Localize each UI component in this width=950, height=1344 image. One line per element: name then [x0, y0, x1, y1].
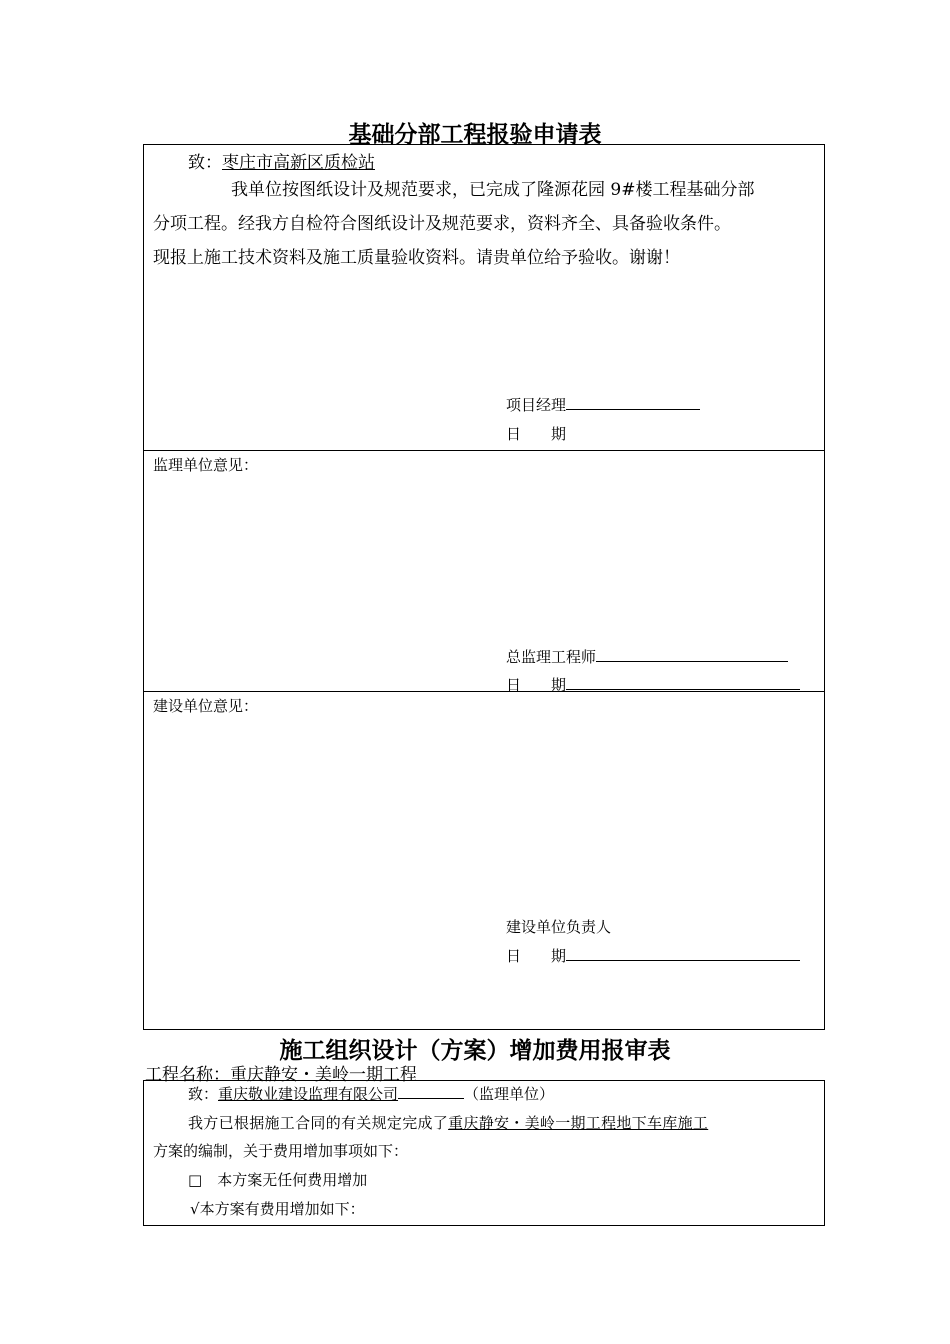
option-has-increase: [190, 1198, 365, 1219]
form1-table: [143, 144, 825, 1030]
form2-to-prefix: 致：: [188, 1085, 219, 1103]
form2-body-project: 重庆静安・美岭一期工程地下车库施工: [448, 1114, 709, 1132]
option-no-increase-text: 本方案无任何费用增加: [217, 1171, 368, 1189]
form1-date-3: [506, 945, 800, 966]
form1-to-name: 枣庄市高新区质检站: [222, 153, 375, 173]
date-label-1: 日 期: [506, 425, 567, 443]
project-name-value: 重庆静安・美岭一期工程: [230, 1065, 417, 1085]
project-name-label: 工程名称：: [145, 1065, 230, 1085]
form1-date-2: [506, 674, 800, 695]
chief-engineer-label: 总监理工程师: [506, 648, 597, 666]
date-line-3: [566, 946, 800, 961]
checkmark-icon: √: [190, 1200, 200, 1218]
option-has-increase-text: 本方案有费用增加如下：: [199, 1200, 365, 1218]
date-label-3: 日 期: [506, 947, 567, 965]
form1-body-line1: 我单位按图纸设计及规范要求，已完成了隆源花园 9#楼工程基础分部: [231, 180, 755, 200]
supervision-opinion-label: 监理单位意见：: [153, 456, 259, 474]
form1-to-prefix: 致：: [188, 153, 222, 173]
form2-to-blank: [398, 1084, 464, 1099]
form1-divider-1: [143, 450, 825, 451]
chief-engineer-signature: [506, 646, 788, 667]
project-manager-line: [566, 395, 700, 410]
checkbox-empty-icon: □: [188, 1171, 203, 1189]
form1-date-1: [506, 423, 566, 444]
date-line-2: [566, 675, 800, 690]
form2-body-line2: 方案的编制，关于费用增加事项如下：: [153, 1142, 409, 1160]
form1-title: 基础分部工程报验申请表: [348, 122, 602, 148]
form1-body-line2: 分项工程。经我方自检符合图纸设计及规范要求，资料齐全、具备验收条件。: [153, 214, 731, 234]
form2-addressee: [188, 1083, 554, 1104]
form2-body-line1: [188, 1112, 708, 1133]
owner-rep-label: 建设单位负责人: [506, 918, 612, 936]
project-manager-label: 项目经理: [506, 396, 567, 414]
option-no-increase: [188, 1169, 367, 1190]
form2-to-suffix: （监理单位）: [464, 1085, 555, 1103]
owner-rep-signature: [506, 916, 611, 937]
project-manager-signature: [506, 394, 700, 415]
form1-body-line3: 现报上施工技术资料及施工质量验收资料。请贵单位给予验收。谢谢！: [153, 248, 680, 268]
form2-to-name: 重庆敬业建设监理有限公司: [218, 1085, 399, 1103]
form2-title: 施工组织设计（方案）增加费用报审表: [279, 1038, 671, 1064]
owner-opinion-label: 建设单位意见：: [153, 697, 259, 715]
date-label-2: 日 期: [506, 676, 567, 694]
form2-body-prefix: 我方已根据施工合同的有关规定完成了: [188, 1114, 449, 1132]
form1-addressee: [188, 148, 375, 173]
chief-engineer-line: [596, 647, 788, 662]
